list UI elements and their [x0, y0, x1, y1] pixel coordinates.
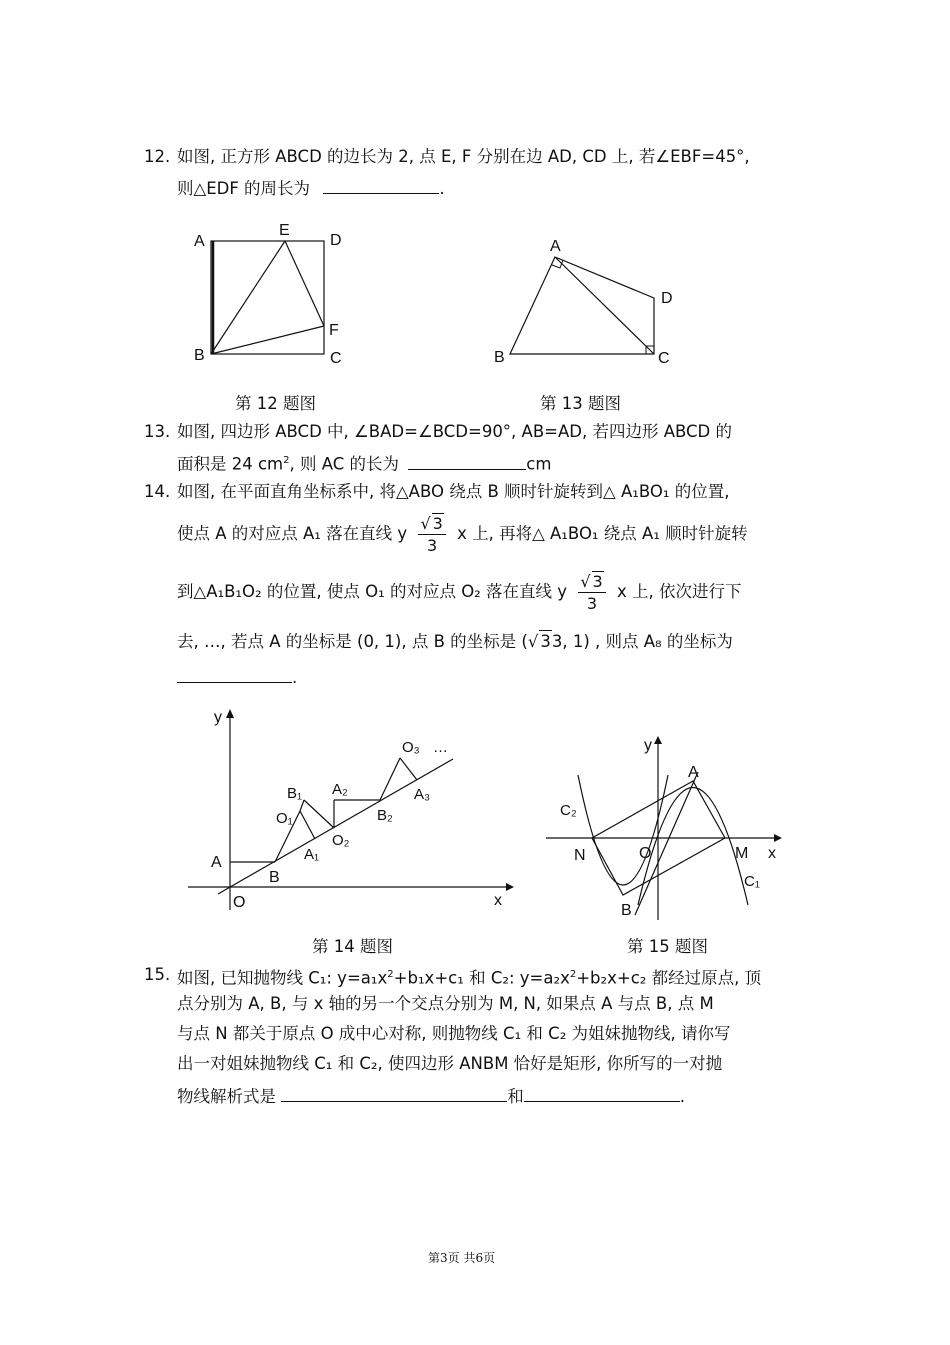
fig14-caption: 第 14 题图 [312, 937, 393, 956]
q15-line5-b: 和 [507, 1087, 524, 1106]
fig14-label-x: x [494, 892, 502, 909]
fig14-label-O3: O₃ [402, 739, 420, 756]
q13-sup: 2 [283, 455, 290, 466]
q13-number: 13. [144, 422, 171, 441]
q14-answer-blank[interactable] [177, 664, 292, 683]
q14-line1: 如图, 在平面直角坐标系中, 将△ABO 绕点 B 顺时针旋转到△ A₁BO₁ 的位置, [177, 482, 730, 501]
figure-14 [180, 700, 520, 920]
fig15-label-C1: C₁ [744, 873, 760, 890]
fig15-label-M: M [735, 845, 749, 862]
fig12-caption: 第 12 题图 [235, 394, 316, 413]
q15-answer-blank-1[interactable] [281, 1083, 507, 1102]
q14-line3-b: x 上, 依次进行下 [616, 582, 742, 601]
figure-15 [540, 730, 790, 925]
q14-line4-b: 3, 1) , 则点 A₈ 的坐标为 [551, 632, 733, 651]
fig14-label-O2: O₂ [332, 832, 350, 849]
q15-sup2: 2 [569, 969, 577, 980]
q14-frac1-num: 3 [432, 513, 443, 533]
q14-end: . [292, 668, 298, 687]
q14-line3-a: 到△A₁B₁O₂ 的位置, 使点 O₁ 的对应点 O₂ 落在直线 y [177, 582, 568, 601]
q12-answer-blank[interactable] [323, 175, 439, 194]
q15-line4: 出一对姐妹抛物线 C₁ 和 C₂, 使四边形 ANBM 恰好是矩形, 你所写的一对抛 [177, 1054, 723, 1073]
fig13-label-D: D [661, 290, 673, 307]
fig14-label-B2: B₂ [377, 807, 393, 824]
q14-line3 [177, 568, 741, 616]
fig13-label-C: C [658, 350, 670, 367]
q14-line4-sqrt: 3 [540, 632, 551, 651]
fig12-label-B: B [194, 347, 205, 364]
fig15-label-B: B [621, 902, 632, 919]
q15-line1-c: +b₂x+c₂ 都经过原点, 顶 [576, 968, 762, 988]
q14-line4: 去, …, 若点 A 的坐标是 (0, 1), 点 B 的坐标是 (√ 33, 1) , 则点 A₈ 的坐标为 [177, 632, 733, 651]
fig14-label-B1: B₁ [287, 785, 303, 802]
fig14-label-A: A [211, 854, 222, 871]
q13-line2 [177, 450, 551, 476]
fig12-label-A: A [194, 233, 205, 250]
q14-frac2-den: 3 [586, 593, 598, 613]
q15-line5-a: 物线解析式是 [177, 1087, 276, 1106]
fig12-label-E: E [279, 222, 290, 239]
fig14-label-A1: A₁ [304, 846, 320, 863]
fig15-label-x: x [768, 845, 776, 862]
q12-line2 [177, 175, 445, 200]
q14-fraction-1: $\frac{√ 3}{3}$ [418, 513, 445, 557]
q12-line2-text: 则△EDF 的周长为 [177, 179, 311, 198]
q15-answer-blank-2[interactable] [524, 1083, 680, 1102]
q14-number: 14. [144, 482, 171, 501]
q12-number: 12. [144, 147, 171, 166]
q15-line2: 点分别为 A, B, 与 x 轴的另一个交点分别为 M, N, 如果点 A 与点 B, 点 M [177, 994, 714, 1013]
q15-line5 [177, 1083, 685, 1108]
q15-sup1: 2 [387, 969, 394, 980]
q15-line3: 与点 N 都关于原点 O 成中心对称, 则抛物线 C₁ 和 C₂ 为姐妹抛物线, 请你写 [177, 1024, 731, 1043]
page-footer: 第3页 共6页 [428, 1251, 496, 1265]
fig14-label-A3: A₃ [414, 786, 431, 803]
fig15-label-O: O [639, 845, 652, 862]
q13-line2-b: , 则 AC 的长为 [289, 454, 400, 474]
q13-answer-blank[interactable] [408, 451, 526, 470]
q14-line2 [177, 510, 748, 558]
q14-line2-a: 使点 A 的对应点 A₁ 落在直线 y [177, 524, 408, 543]
q13-unit: cm [526, 454, 552, 474]
fig12-label-F: F [329, 322, 339, 339]
fig15-label-N: N [574, 847, 586, 864]
fig14-label-dots: … [433, 739, 448, 756]
fig12-label-C: C [330, 350, 342, 367]
fig13-caption: 第 13 题图 [540, 394, 621, 413]
q12-end: . [439, 179, 445, 198]
q12-line1: 如图, 正方形 ABCD 的边长为 2, 点 E, F 分别在边 AD, CD 上, 若∠EBF=45°, [177, 147, 750, 166]
fig14-label-A2: A₂ [332, 781, 348, 798]
q14-frac1-den: 3 [427, 535, 438, 555]
fig15-label-C2: C₂ [560, 802, 577, 819]
fig15-label-A: A [688, 764, 699, 781]
fig14-label-O: O [233, 894, 246, 911]
q14-line2-b: x 上, 再将△ A₁BO₁ 绕点 A₁ 顺时针旋转 [457, 524, 748, 543]
fig14-label-y: y [214, 709, 222, 726]
q15-end: . [679, 1087, 685, 1106]
q14-line4-a: 去, …, 若点 A 的坐标是 (0, 1), 点 B 的坐标是 ( [177, 632, 528, 651]
fig14-label-O1: O₁ [276, 810, 293, 827]
fig13-label-B: B [494, 349, 505, 366]
figure-12 [180, 215, 360, 375]
fig15-label-y: y [644, 737, 652, 754]
figure-13 [488, 230, 688, 375]
q15-line1 [177, 964, 761, 990]
q13-line1: 如图, 四边形 ABCD 中, ∠BAD=∠BCD=90°, AB=AD, 若四边形 ABCD 的 [177, 422, 732, 441]
fig14-label-B: B [269, 869, 280, 886]
q15-line1-b: +b₁x+c₁ 和 C₂: y=a₂x [393, 968, 570, 988]
q13-line2-a: 面积是 24 cm [177, 454, 284, 474]
q15-number: 15. [144, 965, 171, 984]
q14-line5 [177, 664, 297, 689]
fig13-label-A: A [550, 238, 561, 255]
fig15-caption: 第 15 题图 [627, 937, 708, 956]
q15-line1-a: 如图, 已知抛物线 C₁: y=a₁x [177, 968, 388, 988]
q14-frac2-num: 3 [592, 571, 603, 591]
fig12-label-D: D [330, 232, 342, 249]
q14-fraction-2: $\frac{√ 3}{3}$ [578, 571, 605, 615]
